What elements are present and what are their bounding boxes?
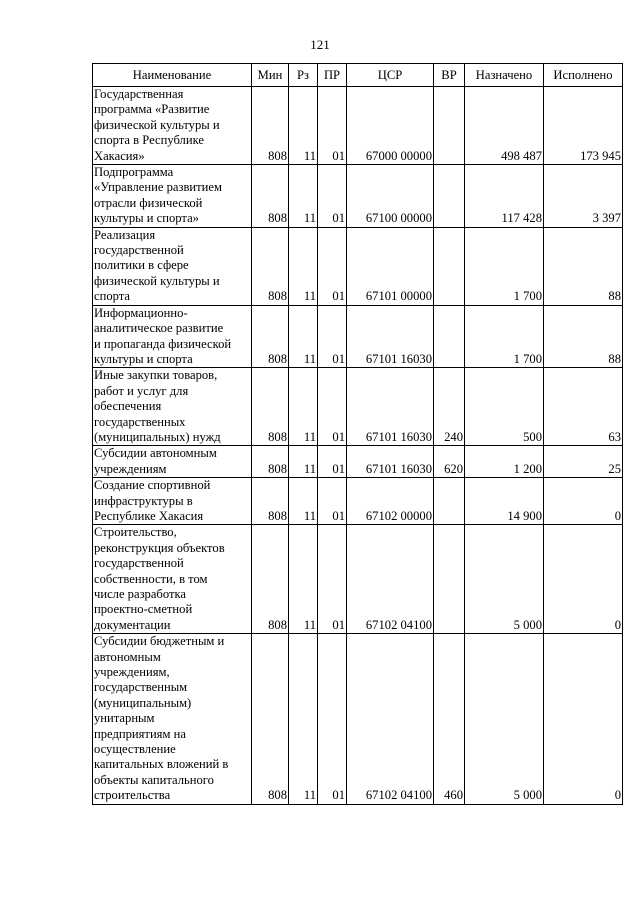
name-line: предприятиям на	[94, 726, 186, 741]
name-line: (муниципальных) нужд	[94, 429, 221, 444]
name-line: работ и услуг для	[94, 383, 189, 398]
cell-vr	[434, 227, 465, 305]
header-pr: ПР	[318, 64, 347, 87]
cell-min: 808	[252, 634, 289, 804]
cell-name	[93, 165, 252, 228]
name-line: государственной	[94, 556, 184, 571]
name-line: государственных	[94, 414, 186, 429]
cell-assigned: 14 900	[465, 478, 544, 525]
name-line: аналитическое развитие	[94, 321, 224, 336]
name-line: инфраструктуры в	[94, 493, 193, 508]
cell-min: 808	[252, 165, 289, 228]
table-row	[93, 368, 623, 446]
header-min: Мин	[252, 64, 289, 87]
cell-rz: 11	[289, 87, 318, 165]
table-row	[93, 87, 623, 165]
cell-csr: 67101 00000	[347, 227, 434, 305]
cell-executed: 63	[544, 368, 623, 446]
cell-min: 808	[252, 87, 289, 165]
header-vr: ВР	[434, 64, 465, 87]
cell-rz: 11	[289, 634, 318, 804]
cell-pr: 01	[318, 165, 347, 228]
cell-pr: 01	[318, 305, 347, 368]
cell-vr	[434, 525, 465, 634]
cell-assigned: 117 428	[465, 165, 544, 228]
cell-name	[93, 305, 252, 368]
cell-name	[93, 478, 252, 525]
cell-pr: 01	[318, 525, 347, 634]
name-line: Субсидии автономным	[94, 446, 217, 461]
name-line: автономным	[94, 649, 161, 664]
name-line: унитарным	[94, 711, 155, 726]
cell-rz: 11	[289, 227, 318, 305]
cell-executed: 0	[544, 478, 623, 525]
table-header-row	[93, 64, 623, 87]
cell-min: 808	[252, 525, 289, 634]
cell-rz: 11	[289, 478, 318, 525]
name-line: спорта	[94, 289, 131, 304]
cell-min: 808	[252, 446, 289, 478]
cell-csr: 67100 00000	[347, 165, 434, 228]
table-row	[93, 165, 623, 228]
header-rz: Рз	[289, 64, 318, 87]
name-line: капитальных вложений в	[94, 757, 229, 772]
table-body	[93, 87, 623, 805]
page-number: 121	[310, 37, 330, 52]
name-line: Хакасия»	[94, 148, 145, 163]
cell-executed: 88	[544, 305, 623, 368]
table-row	[93, 305, 623, 368]
cell-name	[93, 368, 252, 446]
cell-min: 808	[252, 305, 289, 368]
name-line: и пропаганда физической	[94, 336, 232, 351]
cell-rz: 11	[289, 525, 318, 634]
name-line: политики в сфере	[94, 258, 189, 273]
cell-name	[93, 446, 252, 478]
name-line: собственности, в том	[94, 571, 208, 586]
name-line: реконструкция объектов	[94, 540, 225, 555]
header-csr: ЦСР	[347, 64, 434, 87]
cell-vr	[434, 478, 465, 525]
cell-csr: 67101 16030	[347, 368, 434, 446]
name-line: культуры и спорта»	[94, 211, 199, 226]
cell-csr: 67102 00000	[347, 478, 434, 525]
name-line: Субсидии бюджетным и	[94, 634, 225, 649]
name-line: культуры и спорта	[94, 351, 193, 366]
cell-name	[93, 634, 252, 804]
name-line: отрасли физической	[94, 195, 203, 210]
table-row	[93, 227, 623, 305]
cell-csr: 67000 00000	[347, 87, 434, 165]
name-line: спорта в Республике	[94, 133, 204, 148]
cell-vr	[434, 87, 465, 165]
name-line: физической культуры и	[94, 117, 220, 132]
budget-table	[92, 63, 623, 805]
name-line: числе разработка	[94, 587, 186, 601]
name-line: Государственная	[94, 87, 184, 101]
name-line: Строительство,	[94, 525, 177, 540]
name-line: Информационно-	[94, 305, 188, 320]
cell-csr: 67102 04100	[347, 525, 434, 634]
cell-pr: 01	[318, 446, 347, 478]
table-row	[93, 634, 623, 804]
table-row	[93, 446, 623, 478]
name-line: документации	[94, 617, 171, 632]
cell-executed: 88	[544, 227, 623, 305]
name-line: государственной	[94, 243, 184, 258]
cell-executed: 0	[544, 525, 623, 634]
cell-csr: 67102 04100	[347, 634, 434, 804]
cell-name	[93, 87, 252, 165]
name-line: Реализация	[94, 227, 156, 242]
name-line: объекты капитального	[94, 772, 214, 787]
cell-name	[93, 525, 252, 634]
cell-executed: 3 397	[544, 165, 623, 228]
cell-assigned: 5 000	[465, 634, 544, 804]
header-assigned: Назначено	[465, 64, 544, 87]
name-line: Республике Хакасия	[94, 508, 204, 523]
cell-min: 808	[252, 368, 289, 446]
name-line: (муниципальным)	[94, 695, 192, 710]
cell-vr: 460	[434, 634, 465, 804]
cell-pr: 01	[318, 227, 347, 305]
cell-executed: 25	[544, 446, 623, 478]
cell-pr: 01	[318, 368, 347, 446]
cell-vr: 240	[434, 368, 465, 446]
cell-min: 808	[252, 478, 289, 525]
cell-pr: 01	[318, 87, 347, 165]
table-row	[93, 478, 623, 525]
name-line: Подпрограмма	[94, 165, 174, 180]
name-line: обеспечения	[94, 399, 162, 414]
cell-executed: 173 945	[544, 87, 623, 165]
cell-vr: 620	[434, 446, 465, 478]
header-executed: Исполнено	[544, 64, 623, 87]
cell-assigned: 498 487	[465, 87, 544, 165]
cell-assigned: 1 700	[465, 305, 544, 368]
cell-pr: 01	[318, 478, 347, 525]
name-line: учреждениям	[94, 461, 167, 476]
cell-rz: 11	[289, 368, 318, 446]
cell-executed: 0	[544, 634, 623, 804]
name-line: осуществление	[94, 742, 176, 757]
name-line: Иные закупки товаров,	[94, 368, 218, 383]
name-line: государственным	[94, 680, 188, 695]
name-line: проектно-сметной	[94, 602, 193, 617]
table-row	[93, 525, 623, 634]
cell-rz: 11	[289, 446, 318, 478]
cell-assigned: 5 000	[465, 525, 544, 634]
name-line: строительства	[94, 788, 171, 803]
header-name: Наименование	[93, 64, 252, 87]
cell-pr: 01	[318, 634, 347, 804]
name-line: учреждениям,	[94, 665, 170, 680]
cell-name	[93, 227, 252, 305]
cell-assigned: 1 200	[465, 446, 544, 478]
name-line: программа «Развитие	[94, 102, 210, 117]
cell-csr: 67101 16030	[347, 305, 434, 368]
name-line: Создание спортивной	[94, 478, 211, 493]
cell-rz: 11	[289, 165, 318, 228]
name-line: «Управление развитием	[94, 180, 222, 195]
cell-assigned: 1 700	[465, 227, 544, 305]
cell-vr	[434, 165, 465, 228]
cell-csr: 67101 16030	[347, 446, 434, 478]
cell-rz: 11	[289, 305, 318, 368]
cell-min: 808	[252, 227, 289, 305]
cell-vr	[434, 305, 465, 368]
cell-assigned: 500	[465, 368, 544, 446]
name-line: физической культуры и	[94, 273, 220, 288]
